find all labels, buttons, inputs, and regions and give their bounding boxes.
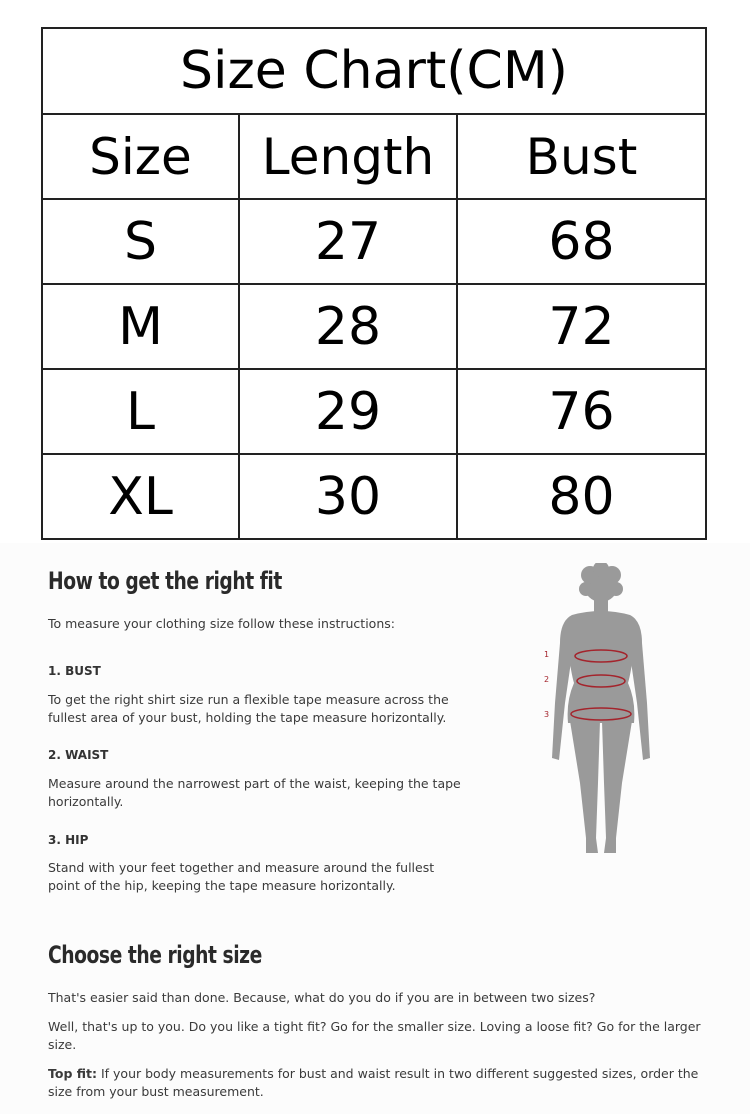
fit-guide-section	[0, 543, 750, 1114]
top-fit-text: If your body measurements for bust and waist result in two different suggested sizes, order the size from your bust measurement.	[48, 1066, 699, 1099]
step-bust-title: 1. BUST	[48, 664, 101, 678]
table-row	[42, 199, 706, 284]
fit-guide-intro: To measure your clothing size follow these instructions:	[48, 616, 395, 631]
column-header-length: Length	[239, 114, 457, 199]
size-cell: XL	[42, 454, 239, 539]
size-cell: S	[42, 199, 239, 284]
choose-size-paragraph-1: That's easier said than done. Because, what do you do if you are in between two sizes?	[48, 990, 596, 1005]
figure-label-1: 1	[544, 650, 550, 659]
size-chart-title: Size Chart(CM)	[42, 28, 706, 114]
fit-guide-heading: How to get the right fit	[48, 567, 282, 595]
figure-label-3: 3	[544, 710, 550, 719]
step-hip-text: Stand with your feet together and measure around the fullest point of the hip, keeping the tape measure horizontally.	[48, 860, 435, 893]
length-cell: 28	[239, 284, 457, 369]
top-fit-label: Top fit:	[48, 1066, 97, 1081]
column-header-bust: Bust	[457, 114, 706, 199]
step-waist-title: 2. WAIST	[48, 748, 109, 762]
table-row	[42, 369, 706, 454]
step-bust-text: To get the right shirt size run a flexible tape measure across the fullest area of your bust, holding the tape measure horizontally.	[48, 692, 449, 725]
size-chart-header-row	[42, 114, 706, 199]
length-cell: 30	[239, 454, 457, 539]
choose-size-paragraph-2: Well, that's up to you. Do you like a tight fit? Go for the smaller size. Loving a loose fit? Go for the larger size.	[48, 1019, 701, 1052]
step-waist-text: Measure around the narrowest part of the waist, keeping the tape horizontally.	[48, 776, 461, 809]
bust-cell: 76	[457, 369, 706, 454]
column-header-size: Size	[42, 114, 239, 199]
bust-cell: 68	[457, 199, 706, 284]
bust-cell: 72	[457, 284, 706, 369]
table-row	[42, 284, 706, 369]
size-cell: L	[42, 369, 239, 454]
size-chart-table	[41, 27, 707, 540]
body-measurement-figure	[530, 563, 670, 863]
figure-label-2: 2	[544, 675, 550, 684]
length-cell: 27	[239, 199, 457, 284]
table-row	[42, 454, 706, 539]
size-cell: M	[42, 284, 239, 369]
bust-cell: 80	[457, 454, 706, 539]
top-fit-paragraph	[48, 1065, 718, 1101]
step-hip-title: 3. HIP	[48, 833, 89, 847]
length-cell: 29	[239, 369, 457, 454]
choose-size-heading: Choose the right size	[48, 941, 262, 969]
